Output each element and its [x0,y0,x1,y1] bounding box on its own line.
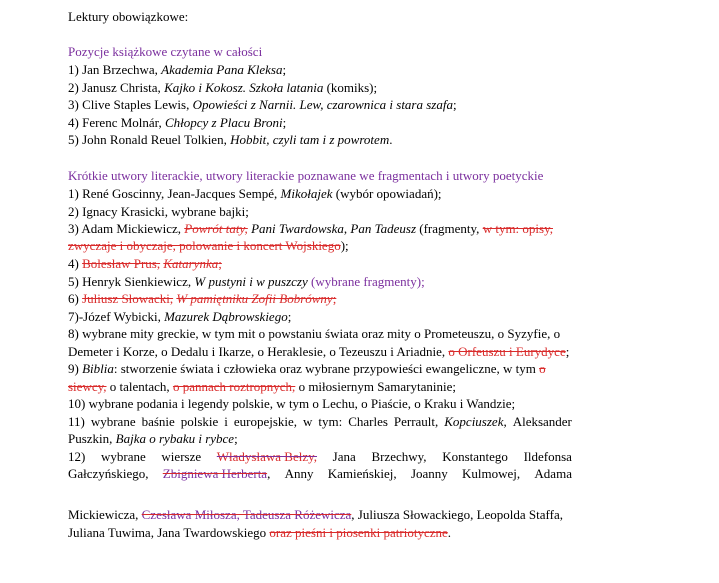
list-item-continuation: zwyczaje i obyczaje, polowanie i koncert Wojskiego); [68,238,349,253]
list-item: 10) wybrane podania i legendy polskie, w tym o Lechu, o Piaście, o Kraku i Wandzie; [68,396,516,411]
list-item-continuation: Demeter i Korze, o Dedalu i Ikarze, o Heraklesie, o Tezeuszu i Ariadnie, o Orfeuszu i Eurydyce; [68,344,570,359]
list-item: 6) Juliusz Słowacki, W pamiętniku Zofii Bobrówny; [68,291,337,306]
list-item: 9) Biblia: stworzenie świata i człowieka oraz wybrane przypowieści ewangeliczne, w tym o [68,361,546,376]
list-item: 7)-Józef Wybicki, Mazurek Dąbrowskiego; [68,309,292,324]
list-item: 3) Clive Staples Lewis, Opowieści z Narnii. Lew, czarownica i stara szafa; [68,97,457,112]
list-item: 2) Ignacy Krasicki, wybrane bajki; [68,204,249,219]
list-item: 3) Adam Mickiewicz, Powrót taty, Pani Twardowska, Pan Tadeusz (fragmenty, w tym: opisy, [68,221,553,236]
list-item: 4) Ferenc Molnár, Chłopcy z Placu Broni; [68,115,287,130]
list-item: 5) John Ronald Reuel Tolkien, Hobbit, czyli tam i z powrotem. [68,132,393,147]
list-item: 12) wybrane wiersze Władysława Bełzy, Jana Brzechwy, Konstantego Ildefonsa [68,449,572,464]
list-item: 2) Janusz Christa, Kajko i Kokosz. Szkoła latania (komiks); [68,80,378,95]
list-item: 5) Henryk Sienkiewicz, W pustyni i w puszczy (wybrane fragmenty); [68,274,425,289]
section-heading-short-works: Krótkie utwory literackie, utwory literackie poznawane we fragmentach i utwory poetyckie [68,168,544,183]
list-item: 8) wybrane mity greckie, w tym mit o powstaniu świata oraz mity o Prometeuszu, o Syzyfie, o [68,326,561,341]
list-item-continuation: Mickiewicza, Czesława Miłosza, Tadeusza Różewicza, Juliusza Słowackiego, Leopolda Staffa, [68,507,563,522]
list-item-continuation: siewcy, o talentach, o pannach roztropnych, o miłosiernym Samarytaninie; [68,379,456,394]
list-item: 1) Jan Brzechwa, Akademia Pana Kleksa; [68,62,287,77]
list-item-continuation: Gałczyńskiego, Zbigniewa Herberta, Anny Kamieńskiej, Joanny Kulmowej, Adama [68,466,572,481]
list-item: 1) René Goscinny, Jean-Jacques Sempé, Mikołajek (wybór opowiadań); [68,186,442,201]
section-heading-full-books: Pozycje książkowe czytane w całości [68,44,263,59]
document-title: Lektury obowiązkowe: [68,9,189,24]
list-item-continuation: Puszkin, Bajka o rybaku i rybce; [68,431,238,446]
list-item: 4) Bolesław Prus, Katarynka; [68,256,222,271]
list-item: 11) wybrane baśnie polskie i europejskie, w tym: Charles Perrault, Kopciuszek, Aleksander [68,414,572,429]
list-item-continuation: Juliana Tuwima, Jana Twardowskiego oraz pieśni i piosenki patriotyczne. [68,525,452,540]
